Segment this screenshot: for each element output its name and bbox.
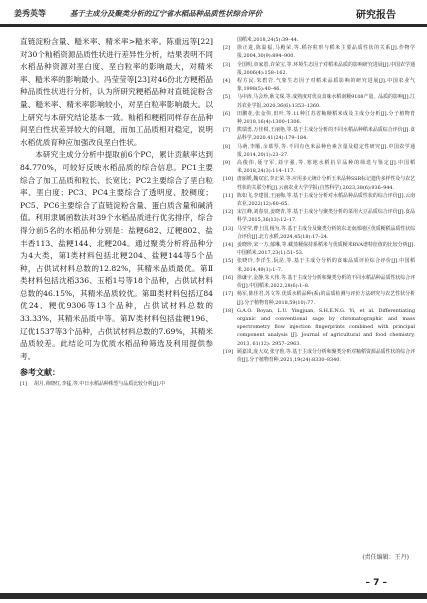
reference-text: 姜晓珍,宋一方,郁琳,等.藏蒸粳保持系稻米与优质粳米RVA谱特征值的比较分析[J].中国稻米,2017,23(1):51–53. — [237, 242, 415, 257]
reference-text: 顾嘉岚,庞大双,张守鲁,等.基于主成分分析和聚类分析对籼稻资源品质性状的综合评价[J].分子植物育种,2021,19(24):8330–8340. — [237, 348, 415, 363]
reference-text: G.A.O. Boyan, L.U. Yingjuan, S.H.E.N.G. Yi, et al. Differentiating organic and conventional sage by chromatographic and mass spectrometry flow injection fingerprints combined with principal component analysis [J]. Journal of agricultural and food chemistry, 2013, 61(12): 2957–2963. — [237, 307, 415, 347]
page-number: – 7 – — [365, 578, 387, 588]
left-column — [20, 36, 213, 389]
reference-item — [223, 348, 415, 364]
reference-item — [223, 159, 415, 175]
reference-number: [16] — [223, 274, 234, 281]
reference-item — [223, 192, 415, 208]
reference-text: 国稻米,2018,24(5):39–44. — [237, 37, 299, 43]
header-authors: 姜秀英等 — [14, 9, 46, 18]
reference-number: [19] — [223, 348, 234, 355]
reference-number: [18] — [223, 307, 234, 314]
reference-text: 程方民,朱碧岩.气象生态因子对稻米品质影响的研究进展[J].中国农业气象,1998(5):40–46. — [237, 78, 415, 93]
reference-text: 杨军,陈佳君,苏文等.优质水稻品种(系)的品质检测与评价方法研究与农艺性状分析[J].分子植物育种,2018,59(10):77. — [237, 291, 415, 306]
reference-item — [223, 143, 415, 159]
footer-rule — [0, 593, 427, 599]
reference-item — [223, 241, 415, 257]
reference-number: [5] — [223, 94, 230, 101]
reference-number: [1] — [20, 381, 27, 388]
reference-text: 全国明,章家恩,许荣宝,等.环境生态因子对稻米品质的影响研究进展[J].中国农学通报,2006(4):158–162. — [237, 61, 415, 76]
reference-text: 田鹏花,张金伟,田叶,等.11种江苏省籼粳稻米成及主成分分析[J].分子植物育种,2018,16(4):1300–1306. — [237, 110, 415, 126]
body-paragraph: 直链淀粉含量、糙米率、精米率>糙米率。陈重远等[22]对30个籼稻资源品质性状进行差异性分析，结果表明不同水稻品种资源对垩白度、垩白粒率的影响最大，对精米率、糙米率的影响最小。冯莹莹等[23]对46份北方粳稻品种品质性状进行分析，认为所研究粳稻品种对直链淀粉含量、糙米率、精米率影响较小，对垩白粒率影响最大。以上研究与本研究结论基本一致。籼稻和粳稻同样存在品种间垩白性状差异较大的问题，而加工品质相对稳定，说明水稻优质育种应加强改良垩白性状。 — [20, 37, 213, 147]
reference-item — [223, 257, 415, 273]
section-label: 研究报告 — [356, 10, 396, 21]
reference-text: 徐正进,陈温福,马殿荣,等.稻谷粒形与稻米主要品质性状的关系[J].作物学报,2004,30(9):894–900. — [237, 45, 415, 60]
reference-item — [223, 290, 415, 306]
reference-text: 宋江峰,刘春泉,姜晓青,等.基于主成分与聚类分析的菜用大豆品质综合评价[J].食品科学,2015,36(13):12–17. — [237, 209, 415, 224]
header-running-title: 基于主成分及聚类分析的辽宁省水稻品种品质性状综合评价 — [70, 9, 263, 18]
reference-text: 胡月,茆晓红,李猛,等.中日水稻品种株型与品质比较分析[J].中 — [34, 381, 165, 388]
reference-item — [223, 225, 415, 241]
reference-text: 高俊伟,聂守军,刘宇强,等.寒地水稻抗旱品种的筛选与鉴定[J].中国稻米,2018,24(3):114–117. — [237, 160, 415, 175]
reference-number: [3] — [223, 61, 230, 68]
reference-number: [8] — [223, 143, 230, 150]
reference-item — [223, 77, 415, 93]
reference-number: [17] — [223, 291, 234, 298]
reference-item — [223, 61, 415, 77]
reference-text: 陈如飞,李建国,王丽梅,等.基于主成分分析对水稻品种品质性状的综合评价[J].云南农业,2022(12):60–65. — [237, 192, 415, 208]
reference-text: 徐谦宇,金静,朱大伟,等.基于主成分分析和聚类分析的不同水稻品种品质性状综合评价[J].中国稻米,2022,28(6):1–8. — [237, 274, 415, 290]
running-header — [0, 0, 427, 24]
reference-number: [15] — [223, 258, 234, 265]
reference-number: [2] — [223, 45, 230, 52]
reference-number — [223, 36, 237, 44]
reference-item — [223, 208, 415, 224]
reference-number: [12] — [223, 209, 234, 216]
reference-item — [20, 380, 213, 388]
reference-number: [10] — [223, 176, 234, 183]
reference-number: [6] — [223, 110, 230, 117]
reference-number: [7] — [223, 127, 230, 134]
right-column-references — [223, 36, 415, 364]
reference-item — [223, 93, 415, 109]
reference-text: 马萌,李顺,余慕琴,等.不同有色米品种色素含量及稳定性研究[J].中国农学通报,2014,20(1):23–27. — [237, 143, 415, 158]
reference-item — [223, 307, 415, 348]
reference-number: [13] — [223, 225, 234, 232]
reference-item — [223, 36, 415, 44]
reference-number: [4] — [223, 78, 230, 85]
reference-item — [223, 110, 415, 126]
body-paragraph: 本研究主成分分析中提取前6个PC，累计贡献率达到84.770%，可较好反映水稻品质的综合信息。PC1主要综合了加工品质和粒长、长宽比；PC2主要综合了垩白粒率、垩白度；PC3、PC4主要综合了透明度、胶稠度；PC5、PC6主要综合了直链淀粉含量、蛋白质含量和碱消值。利用隶属函数法对39个水稻品质进行优劣排序，综合得分前5名的水稻品种分别是：盐粳682、辽粳802、盐丰香113、盐粳144、北粳204。通过聚类分析将品种分为4大类，第Ⅰ类材料包括北粳204、盐粳144等5个品种，占供试材料总数的12.82%，其精米品质最优。第Ⅱ类材料包括沈稻336、玉稻1号等18个品种，占供试材料总数的46.15%，其精米品质较优。第Ⅲ类材料包括辽84优24、粳优9306等13个品种，占供试材料总数的33.33%，其精米品质中等。第Ⅳ类材料包括盐粳196、辽优1537等3个品种，占供试材料总数的7.69%，其精米品质较差。此结论可为优质水稻品种筛选及利用提供参考。 — [20, 150, 213, 361]
reference-item — [223, 44, 415, 60]
reference-item — [223, 175, 415, 191]
reference-number: [14] — [223, 242, 234, 249]
references-heading: 参考文献： — [20, 368, 60, 378]
reference-number: [11] — [223, 192, 234, 199]
reference-text: 唐丽媛,魏双宏,李正荣,等.应用多元统计分析玉米品种SSR标记遗传多样性及与农艺性状的关联分析[J].云南农业大学学报(自然科学),2023,38(6):936–944. — [237, 176, 415, 191]
responsible-editor: (责任编辑：王丹) — [362, 554, 409, 561]
reference-text: 熊瑞勇,万佳棋,王丽艳,等.基于主成分分析的不同水稻品种稻米品质综合评价[J].食品科学,2020,41(24):179–184. — [237, 127, 415, 142]
reference-item — [223, 126, 415, 142]
reference-text: 马中涛,马会珍,耿文琛,等.成熟度对优良食味水稻南粳9108产量、品质的影响[J].江苏农业学报,2020,36(6):1353–1360. — [237, 94, 415, 109]
reference-text: 张晓玲,李洋生,阮昆,等.基于主成分分析的食味品质评价综合评价[J].中国稻米,2014,49(1):1–7. — [237, 258, 415, 273]
header-rule — [0, 24, 427, 27]
reference-number: [9] — [223, 160, 230, 167]
reference-item — [223, 274, 415, 290]
reference-text: 马莹莹,曹士国,杨为,等.基于主成分及聚类分析的东北南部地区优质粳稻品质性状综合评价[J].北方水稻,2024,45(18):17–24. — [237, 225, 415, 240]
